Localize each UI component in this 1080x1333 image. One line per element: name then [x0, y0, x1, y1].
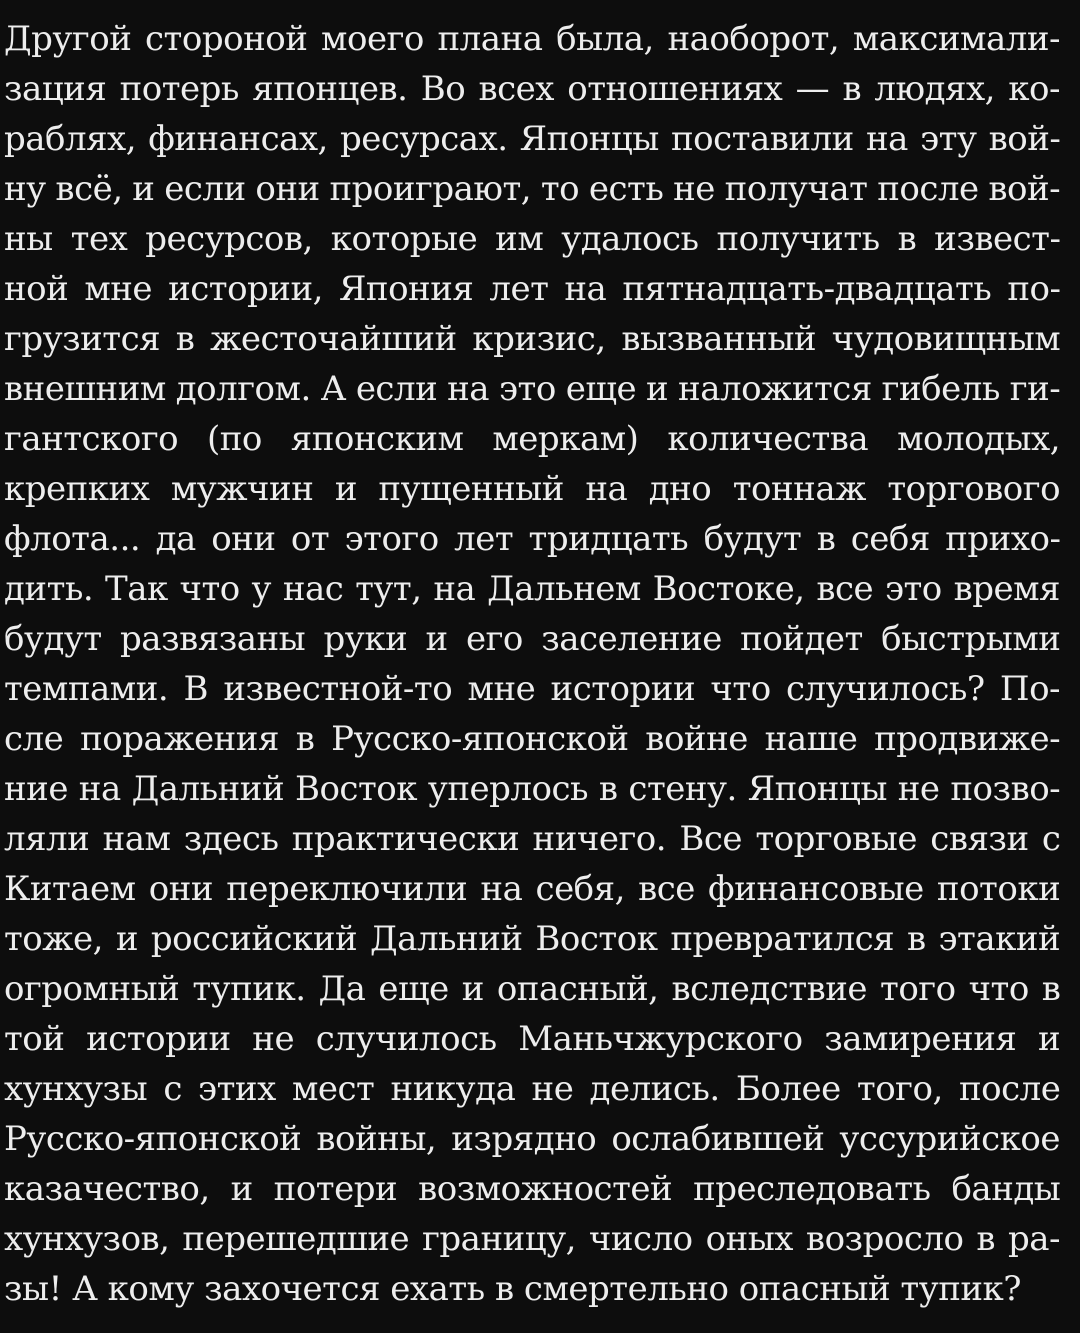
text-line: хунхузы с этих мест никуда не делись. Более того, после: [4, 1069, 1061, 1109]
text-line: той истории не случилось Маньчжурского замирения и: [4, 1019, 1061, 1059]
text-line: хунхузов, перешедшие границу, число оных возросло в ра-: [4, 1219, 1060, 1259]
text-line: ны тех ресурсов, которые им удалось получить в извест-: [4, 219, 1061, 259]
text-line: ляли нам здесь практически ничего. Все торговые связи с: [4, 819, 1061, 859]
text-line: огромный тупик. Да еще и опасный, вследствие того что в: [4, 969, 1061, 1009]
text-line: раблях, финансах, ресурсах. Японцы поставили на эту вой-: [4, 119, 1061, 159]
text-line: ной мне истории, Япония лет на пятнадцать-двадцать по-: [4, 269, 1061, 309]
text-line: дить. Так что у нас тут, на Дальнем Востоке, все это время: [4, 569, 1060, 609]
text-line: флота... да они от этого лет тридцать будут в себя прихо-: [4, 519, 1061, 559]
text-line: зы! А кому захочется ехать в смертельно опасный тупик?: [4, 1269, 1022, 1309]
text-line: ние на Дальний Восток уперлось в стену. Японцы не позво-: [4, 769, 1061, 809]
text-line: казачество, и потери возможностей преследовать банды: [4, 1169, 1061, 1209]
text-line: Русско-японской войны, изрядно ослабившей уссурийское: [4, 1119, 1060, 1159]
text-line: зация потерь японцев. Во всех отношениях — в людях, ко-: [4, 69, 1061, 109]
text-line: гантского (по японским меркам) количества молодых,: [4, 419, 1061, 459]
text-line: темпами. В известной-то мне истории что случилось? По-: [4, 669, 1061, 709]
text-line: ну всё, и если они проиграют, то есть не получат после вой-: [4, 169, 1061, 209]
text-line: Другой стороной моего плана была, наоборот, максимали-: [4, 19, 1060, 59]
text-line: сле поражения в Русско-японской войне наше продвиже-: [4, 719, 1061, 759]
text-line: Китаем они переключили на себя, все финансовые потоки: [4, 869, 1061, 909]
text-line: крепких мужчин и пущенный на дно тоннаж торгового: [4, 469, 1061, 509]
text-line: внешним долгом. А если на это еще и наложится гибель ги-: [4, 369, 1061, 409]
text-line: грузится в жесточайший кризис, вызванный чудовищным: [4, 319, 1061, 359]
text-line: тоже, и российский Дальний Восток превратился в этакий: [4, 919, 1061, 959]
book-text: [4, 14, 1060, 1314]
text-line: будут развязаны руки и его заселение пойдет быстрыми: [4, 619, 1061, 659]
